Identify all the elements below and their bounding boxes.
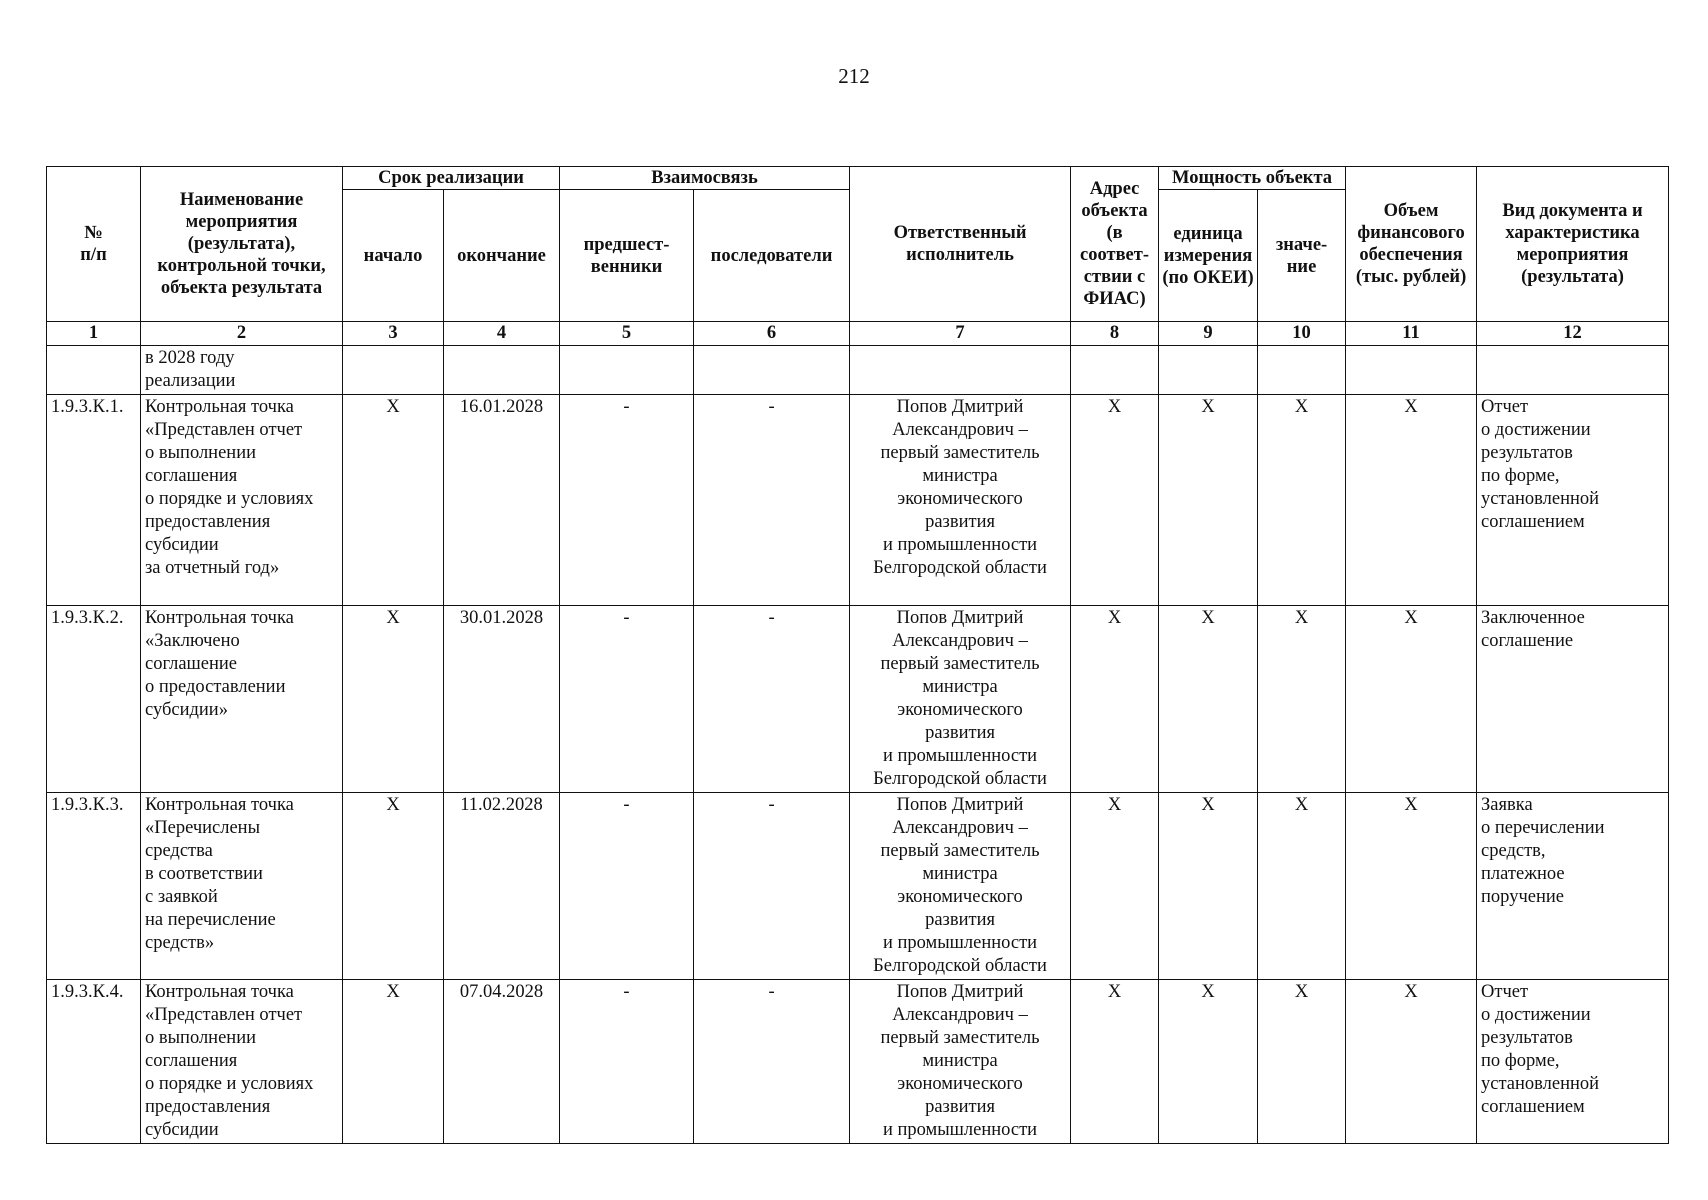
row-value: X bbox=[1258, 395, 1346, 606]
row-end: 11.02.2028 bbox=[444, 793, 560, 980]
column-number: 11 bbox=[1346, 322, 1477, 346]
row-end: 16.01.2028 bbox=[444, 395, 560, 606]
table-row bbox=[47, 980, 1669, 1144]
page-number: 212 bbox=[838, 64, 870, 88]
row-name: Контрольная точка «Заключено соглашение о предоставлении субсидии» bbox=[141, 606, 343, 793]
row-address: X bbox=[1071, 606, 1159, 793]
header-num: № п/п bbox=[47, 167, 141, 322]
header-name: Наименование мероприятия (результата), контрольной точки, объекта результата bbox=[141, 167, 343, 322]
row-successors: - bbox=[694, 606, 850, 793]
header-link-group: Взаимосвязь bbox=[560, 167, 850, 190]
column-number: 2 bbox=[141, 322, 343, 346]
row-name: Контрольная точка «Перечислены средства в соответствии с заявкой на перечисление средств» bbox=[141, 793, 343, 980]
header-value: значе- ние bbox=[1258, 190, 1346, 322]
row-name: Контрольная точка «Представлен отчет о выполнении соглашения о порядке и условиях предоставления субсидии bbox=[141, 980, 343, 1144]
column-number: 4 bbox=[444, 322, 560, 346]
row-start: X bbox=[343, 606, 444, 793]
row-doc: Отчет о достижении результатов по форме, установленной соглашением bbox=[1477, 395, 1669, 606]
row-successors: - bbox=[694, 793, 850, 980]
row-finance: X bbox=[1346, 793, 1477, 980]
row-finance: X bbox=[1346, 395, 1477, 606]
row-value: X bbox=[1258, 980, 1346, 1144]
row-doc: Отчет о достижении результатов по форме, установленной соглашением bbox=[1477, 980, 1669, 1144]
row-end: 30.01.2028 bbox=[444, 606, 560, 793]
row-predecessors: - bbox=[560, 606, 694, 793]
row-num: 1.9.3.К.1. bbox=[47, 395, 141, 606]
header-executor: Ответственный исполнитель bbox=[850, 167, 1071, 322]
column-number: 9 bbox=[1159, 322, 1258, 346]
row-doc: Заявка о перечислении средств, платежное поручение bbox=[1477, 793, 1669, 980]
column-number: 12 bbox=[1477, 322, 1669, 346]
row-name: Контрольная точка «Представлен отчет о выполнении соглашения о порядке и условиях предоставления субсидии за отчетный год» bbox=[141, 395, 343, 606]
header-address: Адрес объекта (в соответ-ствии с ФИАС) bbox=[1071, 167, 1159, 322]
row-num: 1.9.3.К.3. bbox=[47, 793, 141, 980]
column-number: 6 bbox=[694, 322, 850, 346]
header-end: окончание bbox=[444, 190, 560, 322]
row-predecessors: - bbox=[560, 395, 694, 606]
table-row bbox=[47, 793, 1669, 980]
table-row bbox=[47, 395, 1669, 606]
column-number-row bbox=[47, 322, 1669, 346]
row-executor: Попов Дмитрий Александрович – первый заместитель министра экономического развития и промышленности Белгородской области bbox=[850, 395, 1071, 606]
row-finance: X bbox=[1346, 980, 1477, 1144]
row-start: X bbox=[343, 793, 444, 980]
row-executor: Попов Дмитрий Александрович – первый заместитель министра экономического развития и промышленности Белгородской области bbox=[850, 793, 1071, 980]
row-end: 07.04.2028 bbox=[444, 980, 560, 1144]
header-start: начало bbox=[343, 190, 444, 322]
continuation-text: в 2028 году реализации bbox=[141, 346, 343, 395]
row-value: X bbox=[1258, 606, 1346, 793]
row-executor: Попов Дмитрий Александрович – первый заместитель министра экономического развития и промышленности bbox=[850, 980, 1071, 1144]
column-number: 10 bbox=[1258, 322, 1346, 346]
row-start: X bbox=[343, 395, 444, 606]
row-num: 1.9.3.К.2. bbox=[47, 606, 141, 793]
row-address: X bbox=[1071, 793, 1159, 980]
column-number: 3 bbox=[343, 322, 444, 346]
header-finance: Объем финансового обеспечения (тыс. рублей) bbox=[1346, 167, 1477, 322]
row-unit: X bbox=[1159, 980, 1258, 1144]
header-unit: единица измерения (по ОКЕИ) bbox=[1159, 190, 1258, 322]
row-successors: - bbox=[694, 980, 850, 1144]
row-predecessors: - bbox=[560, 980, 694, 1144]
row-successors: - bbox=[694, 395, 850, 606]
column-number: 1 bbox=[47, 322, 141, 346]
column-number: 5 bbox=[560, 322, 694, 346]
header-capacity-group: Мощность объекта bbox=[1159, 167, 1346, 190]
row-address: X bbox=[1071, 980, 1159, 1144]
column-number: 7 bbox=[850, 322, 1071, 346]
continuation-row bbox=[47, 346, 1669, 395]
row-predecessors: - bbox=[560, 793, 694, 980]
row-unit: X bbox=[1159, 606, 1258, 793]
row-value: X bbox=[1258, 793, 1346, 980]
table-row bbox=[47, 606, 1669, 793]
header-predecessors: предшест- венники bbox=[560, 190, 694, 322]
row-doc: Заключенное соглашение bbox=[1477, 606, 1669, 793]
row-address: X bbox=[1071, 395, 1159, 606]
row-start: X bbox=[343, 980, 444, 1144]
row-unit: X bbox=[1159, 793, 1258, 980]
row-finance: X bbox=[1346, 606, 1477, 793]
header-row-1 bbox=[47, 167, 1669, 190]
row-unit: X bbox=[1159, 395, 1258, 606]
row-num: 1.9.3.К.4. bbox=[47, 980, 141, 1144]
header-doc: Вид документа и характеристика мероприятия (результата) bbox=[1477, 167, 1669, 322]
plan-table bbox=[46, 166, 1669, 1144]
header-term-group: Срок реализации bbox=[343, 167, 560, 190]
header-successors: последователи bbox=[694, 190, 850, 322]
row-executor: Попов Дмитрий Александрович – первый заместитель министра экономического развития и промышленности Белгородской области bbox=[850, 606, 1071, 793]
column-number: 8 bbox=[1071, 322, 1159, 346]
